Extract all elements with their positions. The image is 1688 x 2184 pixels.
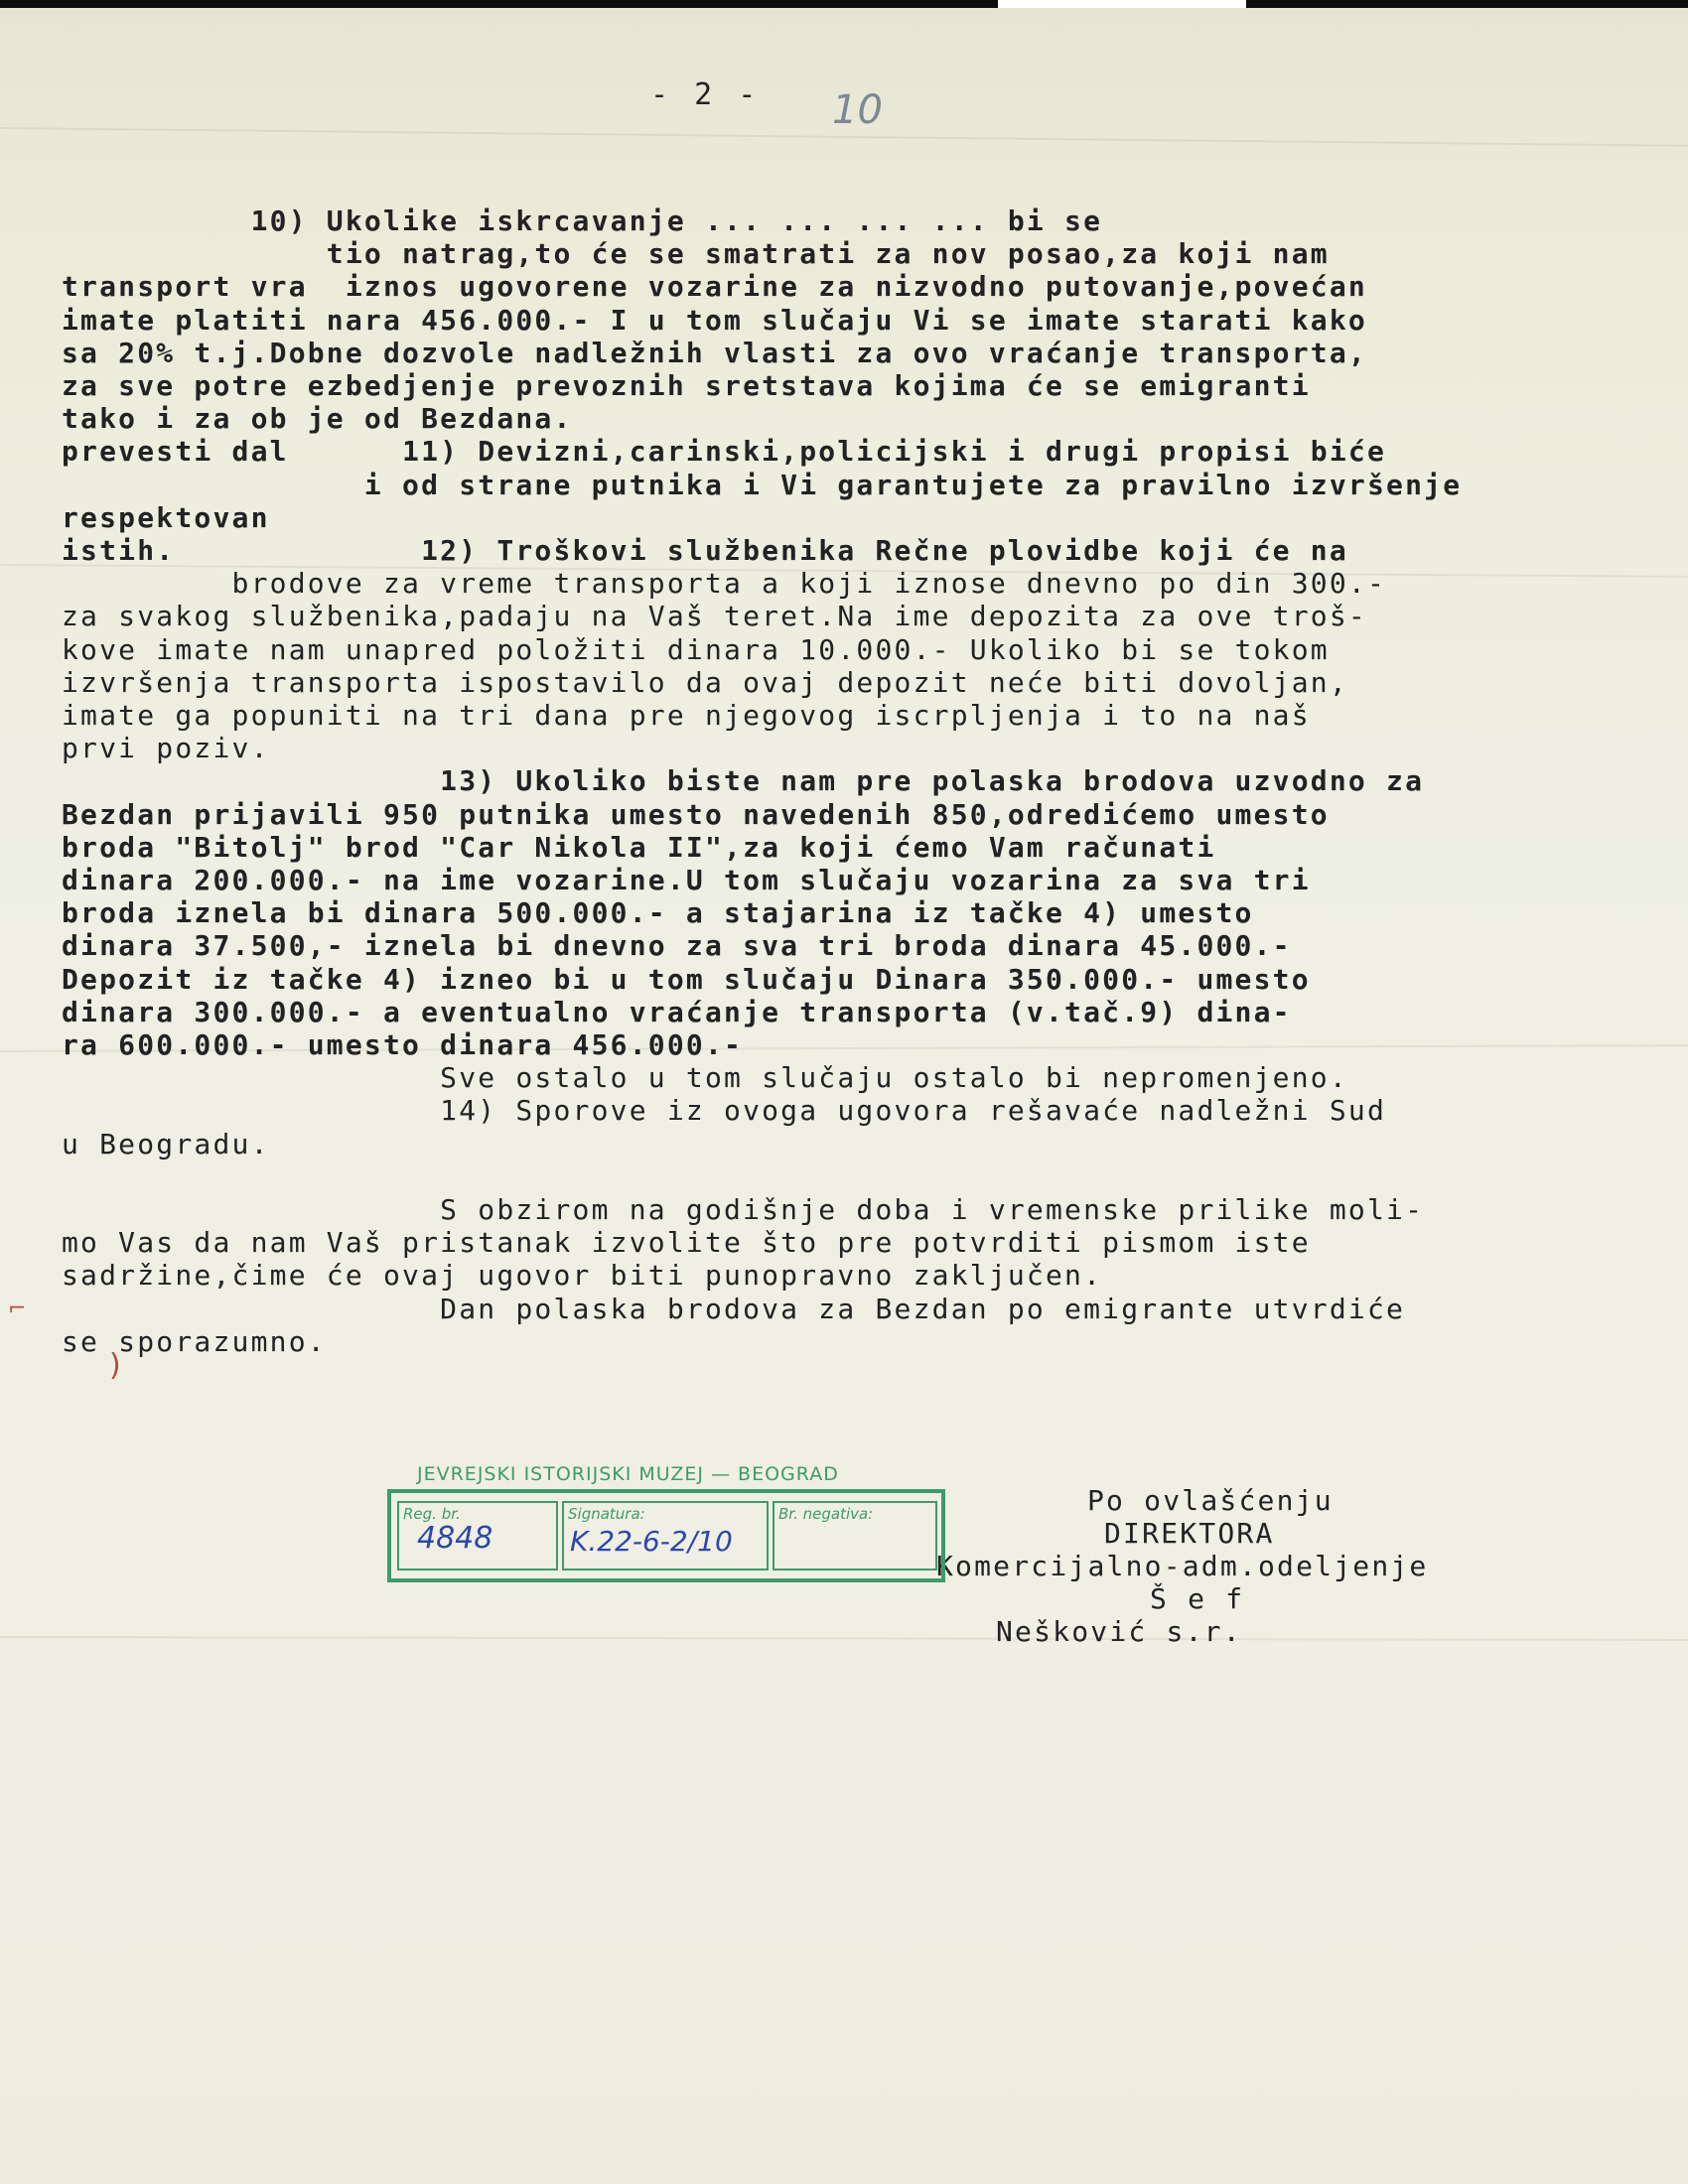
body-line: brodove za vreme transporta a koji iznose dnevno po din 300.- <box>62 567 1387 601</box>
body-line: i od strane putnika i Vi garantujete za pravilno izvršenje <box>62 468 1463 501</box>
signature-line-3: Komercijalno-adm.odeljenje <box>936 1550 1429 1582</box>
body-line: dinara 37.500,- iznela bi dnevno za sva tri broda dinara 45.000.- <box>62 929 1292 963</box>
body-line: prevesti dal 11) Devizni,carinski,policijski i drugi propisi biće <box>62 435 1387 469</box>
scan-edge-right <box>1246 0 1688 8</box>
body-line: respektovan <box>62 500 270 534</box>
body-line: tako i za ob je od Bezdana. <box>62 402 573 436</box>
body-line: tio natrag,to će se smatrati za nov posao,za koji nam <box>62 237 1330 271</box>
body-line: izvršenja transporta ispostavilo da ovaj depozit neće biti dovoljan, <box>62 665 1348 699</box>
body-line: Bezdan prijavili 950 putnika umesto navedenih 850,odredićemo umesto <box>62 797 1330 831</box>
body-line: sa 20% t.j.Dobne dozvole nadležnih vlasti za ovo vraćanje transporta, <box>62 336 1367 369</box>
scan-edge-left <box>0 0 998 8</box>
stamp-institution: JEVREJSKI ISTORIJSKI MUZEJ — BEOGRAD <box>417 1463 839 1485</box>
body-line: S obzirom na godišnje doba i vremenske prilike moli- <box>62 1193 1425 1226</box>
body-line: za sve potre ezbedjenje prevoznih sretstava kojima će se emigranti <box>62 369 1311 402</box>
document-page <box>0 8 1688 2184</box>
body-line: 13) Ukoliko biste nam pre polaska brodova uzvodno za <box>62 764 1425 798</box>
body-line: broda "Bitolj" brod "Car Nikola II",za koji ćemo Vam računati <box>62 830 1216 864</box>
margin-mark: ⌐ <box>8 1297 27 1321</box>
body-line: broda iznela bi dinara 500.000.- a stajarina iz tačke 4) umesto <box>62 896 1254 930</box>
stamp-reg-value: 4848 <box>417 1521 493 1556</box>
body-line: Sve ostalo u tom slučaju ostalo bi nepromenjeno. <box>62 1061 1348 1095</box>
stamp-negative-cell <box>773 1501 937 1570</box>
body-line: dinara 200.000.- na ime vozarine.U tom slučaju vozarina za sva tri <box>62 864 1311 896</box>
signature-line-5: Nešković s.r. <box>996 1615 1242 1648</box>
body-line: dinara 300.000.- a eventualno vraćanje transporta (v.tač.9) dina- <box>62 995 1292 1028</box>
signature-line-1: Po ovlašćenju <box>1087 1484 1334 1517</box>
body-line: istih. 12) Troškovi službenika Rečne plovidbe koji će na <box>62 534 1348 567</box>
body-line: mo Vas da nam Vaš pristanak izvolite što pre potvrditi pismom iste <box>62 1226 1311 1260</box>
body-line: imate ga popuniti na tri dana pre njegovog iscrpljenja i to na naš <box>62 699 1311 732</box>
body-line: prvi poziv. <box>62 732 270 765</box>
body-line: Dan polaska brodova za Bezdan po emigrante utvrdiće <box>62 1292 1406 1325</box>
body-line: sadržine,čime će ovaj ugovor biti punopravno zaključen. <box>62 1259 1103 1293</box>
margin-mark: ) <box>109 1348 121 1383</box>
page-number: - 2 - <box>650 77 761 112</box>
body-line: transport vra iznos ugovorene vozarine za nizvodno putovanje,povećan <box>62 270 1367 304</box>
body-line: ra 600.000.- umesto dinara 456.000.- <box>62 1028 744 1061</box>
body-line: kove imate nam unapred položiti dinara 10.000.- Ukoliko bi se tokom <box>62 632 1330 666</box>
body-line: 14) Sporove iz ovoga ugovora rešavaće nadležni Sud <box>62 1094 1387 1128</box>
stamp-signature-label: Signatura: <box>568 1505 645 1523</box>
stamp-signature-cell <box>562 1501 769 1570</box>
archive-stamp <box>387 1489 945 1582</box>
body-line: imate platiti nara 456.000.- I u tom slučaju Vi se imate starati kako <box>62 303 1367 337</box>
signature-line-2: DIREKTORA <box>1104 1517 1275 1550</box>
handwritten-folio-number: 10 <box>832 87 883 133</box>
body-line: Depozit iz tačke 4) izneo bi u tom slučaju Dinara 350.000.- umesto <box>62 962 1311 996</box>
stamp-signature-value: K.22-6-2/10 <box>570 1525 733 1558</box>
signature-line-4: Š e f <box>1150 1582 1245 1615</box>
paper-crease <box>0 1636 1688 1641</box>
stamp-negative-label: Br. negativa: <box>778 1505 874 1523</box>
stamp-reg-cell <box>397 1501 558 1570</box>
body-line: za svakog službenika,padaju na Vaš teret.Na ime depozita za ove troš- <box>62 600 1367 633</box>
body-line: 10) Ukolike iskrcavanje ... ... ... ... bi se <box>62 205 1103 237</box>
body-line: u Beogradu. <box>62 1127 270 1160</box>
stamp-reg-label: Reg. br. <box>403 1505 461 1523</box>
body-line: se sporazumno. <box>62 1324 327 1358</box>
